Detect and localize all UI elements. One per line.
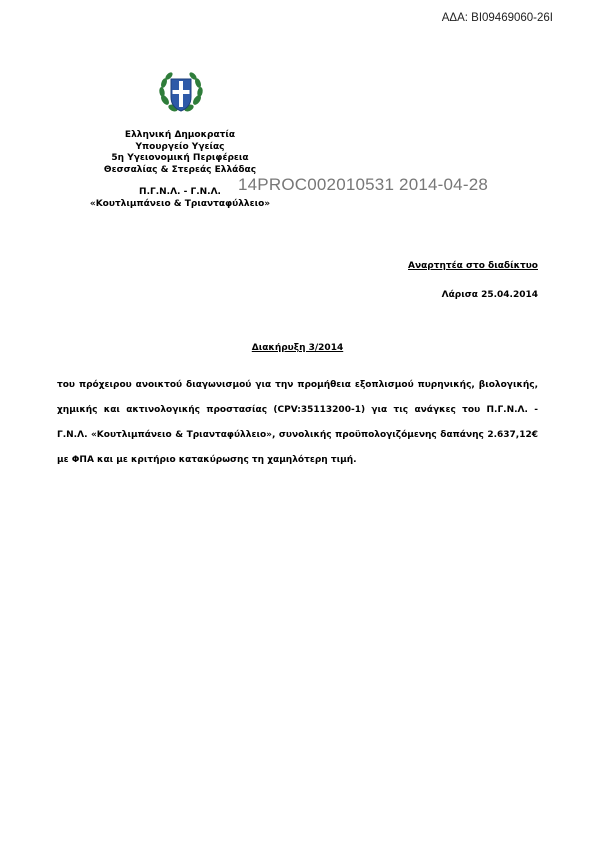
posted-online-note: Αναρτητέα στο διαδίκτυο xyxy=(408,261,538,271)
issuer-header xyxy=(80,130,280,210)
greek-coat-of-arms-icon xyxy=(156,70,206,116)
header-republic: Ελληνική Δημοκρατία xyxy=(124,130,236,140)
header-hospital-abbrev: Π.Γ.Ν.Λ. - Γ.Ν.Λ. xyxy=(139,187,221,197)
declaration-title: Διακήρυξη 3/2014 xyxy=(251,343,344,353)
protocol-stamp: 14PROC002010531 2014-04-28 xyxy=(238,175,488,194)
declaration-body: του πρόχειρου ανοικτού διαγωνισμού για την προμήθεια εξοπλισμού πυρηνικής, βιολογικής, χημικής και ακτινολογικής προστασίας (CPV:35113200-1) για τις ανάγκες του Π.Γ.Ν.Λ. - Γ.Ν.Λ. «Κουτλιμπάνειο & Τριανταφύλλειο», συνολικής προϋπολογιζόμενης δαπάνης 2.637,12€ με ΦΠΑ και με κριτήριο κατακύρωσης τη χαμηλότερη τιμή. xyxy=(57,380,538,465)
header-hospital-name: «Κουτλιμπάνειο & Τριανταφύλλειο» xyxy=(89,198,271,209)
header-region-name: Θεσσαλίας & Στερεάς Ελλάδας xyxy=(103,164,257,175)
header-ministry: Υπουργείο Υγείας xyxy=(135,141,225,152)
header-health-region: 5η Υγειονομική Περιφέρεια xyxy=(111,153,249,163)
ada-code: ΑΔΑ: ΒΙ09469060-26Ι xyxy=(441,12,553,24)
place-date: Λάρισα 25.04.2014 xyxy=(441,290,538,300)
